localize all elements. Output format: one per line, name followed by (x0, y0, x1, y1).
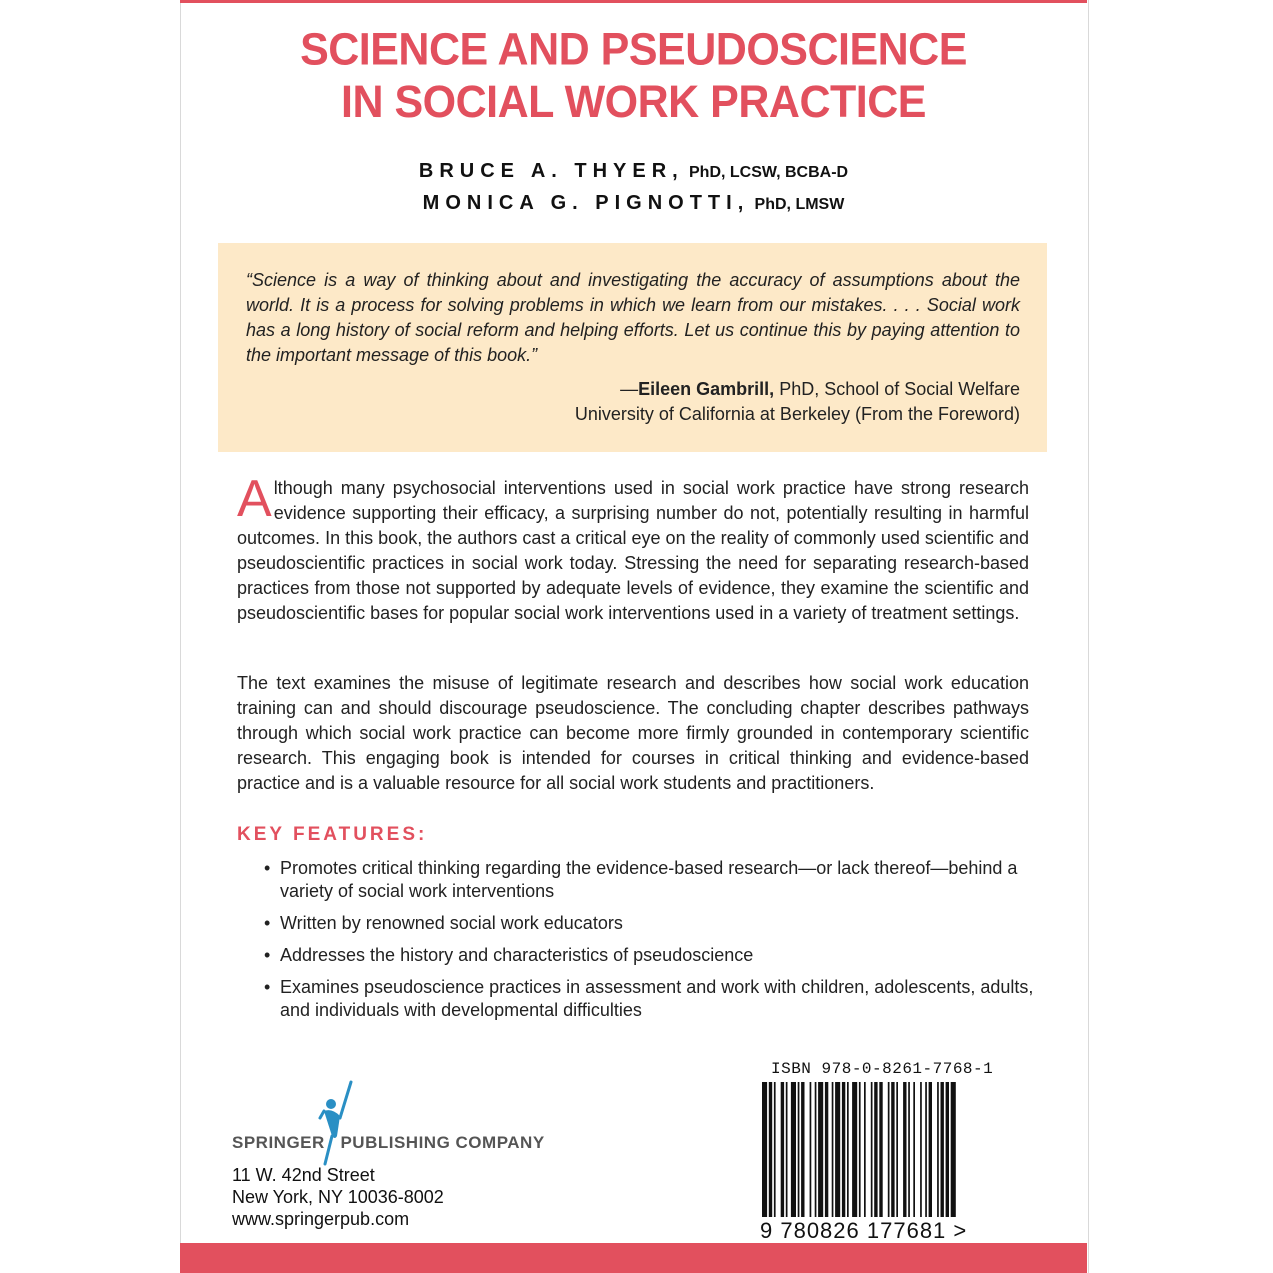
list-item: • Examines pseudoscience practices in assessment and work with children, adolescents, adults, and individuals with developmental difficulties (264, 976, 1044, 1022)
barcode-digits: 9 780826 177681 > (760, 1218, 968, 1243)
author-credentials: PhD, LCSW, BCBA-D (689, 164, 849, 181)
attribution-dash: — (620, 379, 639, 399)
quote-affiliation-2: University of California at Berkeley (From the Foreword) (574, 404, 1020, 424)
drop-cap: A (237, 470, 272, 528)
description-paragraph-2: The text examines the misuse of legitimate research and describes how social work education training can and should discourage pseudoscience. The concluding chapter describes pathways through which social work practice can become more firmly grounded in contemporary scientific research. This engaging book is intended for courses in critical thinking and evidence-based practice and is a valuable resource for all social work students and practitioners. (237, 673, 1029, 793)
book-title (180, 24, 1087, 129)
description-paragraph-1 (237, 470, 1029, 626)
endorsement-quote: “Science is a way of thinking about and investigating the accuracy of assumptions about the world. It is a process for solving problems in which we learn from our mistakes. . . . Social work has a long history of social reform and helping efforts. Let us continue this by paying attention to the important message of this book.” (246, 270, 1020, 365)
list-item: • Promotes critical thinking regarding the evidence-based research—or lack thereof—behind a variety of social work interventions (264, 857, 1044, 903)
paragraph-1-text: lthough many psychosocial interventions used in social work practice have strong research evidence supporting their efficacy, a surprising number do not, potentially resulting in harmful outcomes. In this book, the authors cast a critical eye on the reality of commonly used scientific and pseudoscientific practices in social work today. Stressing the need for separating research-based practices from those not supported by adequate levels of evidence, they examine the scientific and pseudoscientific bases for popular social work interventions used in a variety of treatment settings. (237, 478, 1029, 623)
barcode-icon (760, 1082, 1020, 1217)
title-line-1: SCIENCE AND PSEUDOSCIENCE (300, 24, 967, 75)
bottom-accent-band (180, 1243, 1087, 1273)
address-line-2: New York, NY 10036-8002 (232, 1187, 444, 1207)
list-item: • Addresses the history and characteristics of pseudoscience (264, 944, 1044, 967)
quote-author: Eileen Gambrill, (638, 379, 775, 399)
endorsement-attribution (246, 377, 1020, 427)
publisher-address (232, 1164, 444, 1230)
key-features-heading: KEY FEATURES: (237, 824, 428, 845)
author-name: MONICA G. PIGNOTTI, (422, 192, 750, 214)
title-line-2: IN SOCIAL WORK PRACTICE (341, 77, 926, 128)
author-list (180, 156, 1087, 220)
springer-figure-icon (318, 1078, 358, 1168)
publisher-name-part1: SPRINGER (232, 1133, 325, 1152)
publisher-logo-text (232, 1133, 545, 1153)
top-accent-line (180, 0, 1087, 3)
author-2 (180, 188, 1087, 220)
key-features-list (264, 857, 1044, 1031)
author-name: BRUCE A. THYER, (418, 160, 684, 182)
publisher-name-part2: PUBLISHING COMPANY (340, 1133, 545, 1152)
list-item: • Written by renowned social work educators (264, 912, 1044, 935)
address-line-1: 11 W. 42nd Street (232, 1165, 375, 1185)
author-1 (180, 156, 1087, 188)
quote-affiliation-1: PhD, School of Social Welfare (779, 379, 1020, 399)
isbn-label: ISBN 978-0-8261-7768-1 (771, 1060, 994, 1078)
attribution-line-1 (246, 377, 1020, 402)
author-credentials: PhD, LMSW (754, 196, 845, 213)
publisher-website: www.springerpub.com (232, 1209, 410, 1229)
